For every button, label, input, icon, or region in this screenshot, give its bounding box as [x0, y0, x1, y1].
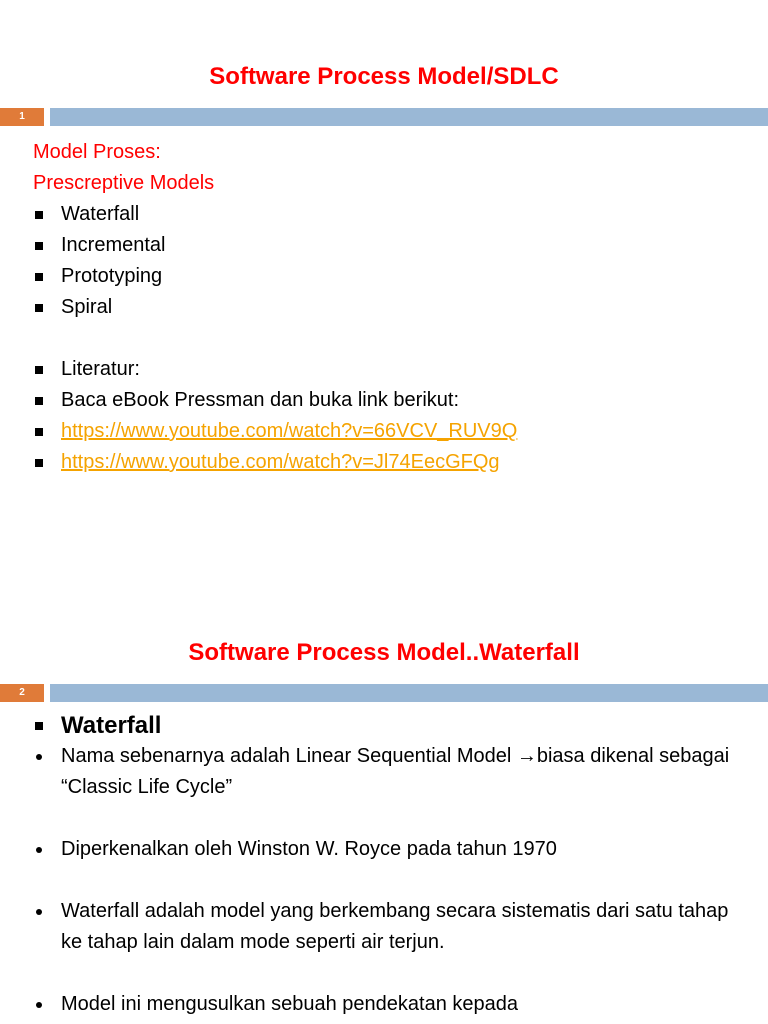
list-item: [33, 354, 748, 385]
square-bullet-icon: [33, 447, 61, 478]
paragraph-royce-1970: Diperkenalkan oleh Winston W. Royce pada tahun 1970: [61, 838, 557, 860]
spacer: [33, 323, 748, 354]
round-bullet-icon: [33, 834, 61, 865]
slide-1-content: [33, 137, 748, 478]
literature-instruction: Baca eBook Pressman dan buka link berikut:: [61, 389, 459, 411]
square-bullet-icon: [33, 261, 61, 292]
model-waterfall: Waterfall: [61, 203, 140, 225]
list-item: [33, 741, 744, 803]
slide-2-number: 2: [0, 684, 44, 702]
round-bullet-icon: [33, 896, 61, 927]
waterfall-heading: Waterfall: [61, 712, 162, 739]
intro-line-model-proses: Model Proses:: [33, 141, 161, 163]
slide-1-title: Software Process Model/SDLC: [209, 63, 559, 90]
square-bullet-icon: [33, 199, 61, 230]
youtube-link-1[interactable]: https://www.youtube.com/watch?v=66VCV_RUV9Q: [61, 420, 518, 442]
list-item: [33, 199, 748, 230]
slide-1-number: 1: [0, 108, 44, 126]
list-item: [33, 447, 748, 478]
slide-2-content: [33, 710, 744, 1024]
slide-2-rule: [50, 684, 768, 702]
paragraph-systematic: Waterfall adalah model yang berkembang secara sistematis dari satu tahap ke tahap lain dalam mode seperti air terjun.: [61, 900, 729, 953]
model-prototyping: Prototyping: [61, 265, 163, 287]
intro-line-prescriptive-models: Prescreptive Models: [33, 172, 215, 194]
slide-2-title: Software Process Model..Waterfall: [188, 639, 580, 666]
slide-1-header-bar: [0, 108, 768, 126]
square-bullet-icon: [33, 230, 61, 261]
round-bullet-icon: [33, 741, 61, 772]
list-item: [33, 230, 748, 261]
round-bullet-icon: [33, 989, 61, 1020]
list-item: [33, 385, 748, 416]
list-item: [33, 292, 748, 323]
waterfall-heading-row: [33, 710, 744, 741]
slide-2-header-bar: [0, 684, 768, 702]
slide-1-rule: [50, 108, 768, 126]
model-incremental: Incremental: [61, 234, 166, 256]
literature-label: Literatur:: [61, 358, 140, 380]
list-item: [33, 261, 748, 292]
youtube-link-2[interactable]: https://www.youtube.com/watch?v=Jl74EecGFQg: [61, 451, 500, 473]
list-item: [33, 989, 744, 1020]
list-item: [33, 896, 744, 958]
list-item: [33, 416, 748, 447]
list-item: [33, 834, 744, 865]
paragraph-linear-sequential: Nama sebenarnya adalah Linear Sequential Model →biasa dikenal sebagai “Classic Life Cycle”: [61, 745, 730, 798]
paragraph-approach: Model ini mengusulkan sebuah pendekatan kepada: [61, 993, 519, 1015]
square-bullet-icon: [33, 354, 61, 385]
square-bullet-icon: [33, 416, 61, 447]
slide-2: [0, 576, 768, 1024]
model-spiral: Spiral: [61, 296, 113, 318]
square-bullet-icon: [33, 710, 61, 741]
square-bullet-icon: [33, 292, 61, 323]
square-bullet-icon: [33, 385, 61, 416]
